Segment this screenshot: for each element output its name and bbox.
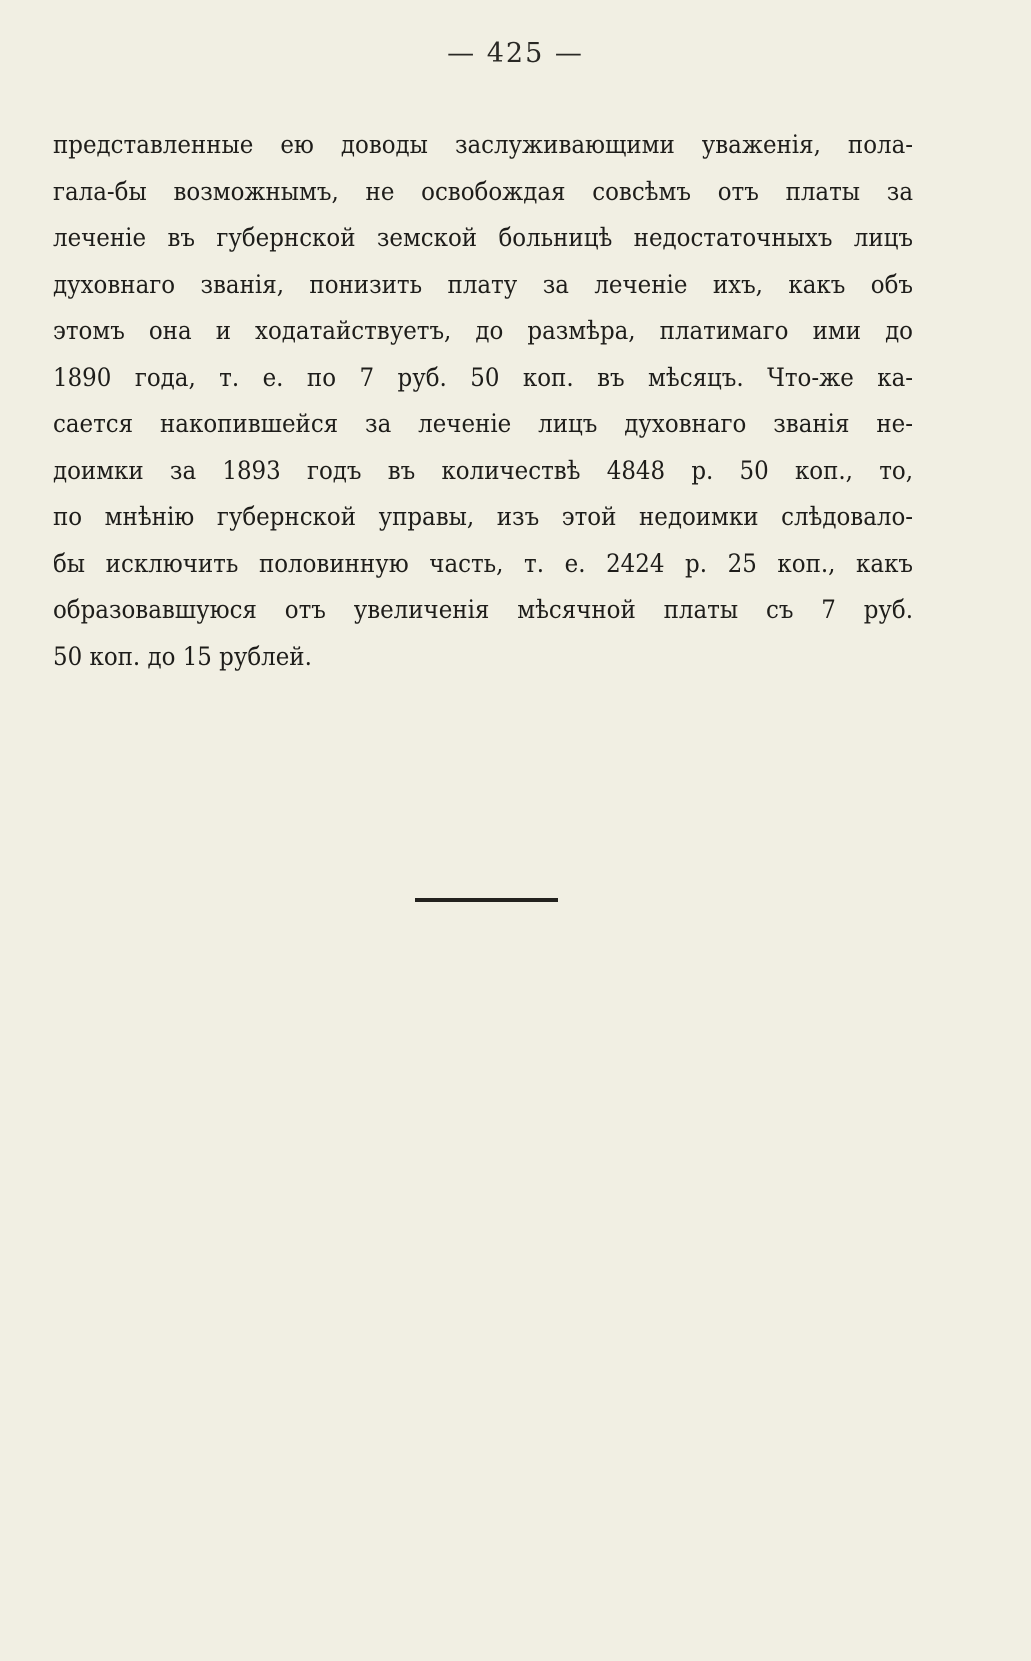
text-line: гала-бы возможнымъ, не освобождая совсѣмъ отъ платы за <box>53 176 913 207</box>
text-line: этомъ она и ходатайствуетъ, до размѣра, платимаго ими до <box>53 316 913 346</box>
section-divider-rule <box>415 898 558 902</box>
text-line: представленные ею доводы заслуживающими уваженія, пола- <box>53 130 913 160</box>
body-paragraph <box>53 122 913 680</box>
text-line: 1890 года, т. е. по 7 руб. 50 коп. въ мѣсяцъ. Что-же ка- <box>53 362 913 393</box>
text-line: духовнаго званія, понизить плату за леченіе ихъ, какъ объ <box>53 269 913 300</box>
page-number: — 425 — <box>447 38 584 69</box>
text-line: по мнѣнію губернской управы, изъ этой недоимки слѣдовало- <box>53 502 913 532</box>
text-line: доимки за 1893 годъ въ количествѣ 4848 р. 50 коп., то, <box>53 455 913 486</box>
text-line: леченіе въ губернской земской больницѣ недостаточныхъ лицъ <box>53 223 913 253</box>
text-line: сается накопившейся за леченіе лицъ духовнаго званія не- <box>53 409 913 439</box>
text-line: бы исключить половинную часть, т. е. 2424 р. 25 коп., какъ <box>53 548 913 579</box>
text-line: образовавшуюся отъ увеличенія мѣсячной платы съ 7 руб. <box>53 595 913 625</box>
text-line: 50 коп. до 15 рублей. <box>53 641 312 672</box>
